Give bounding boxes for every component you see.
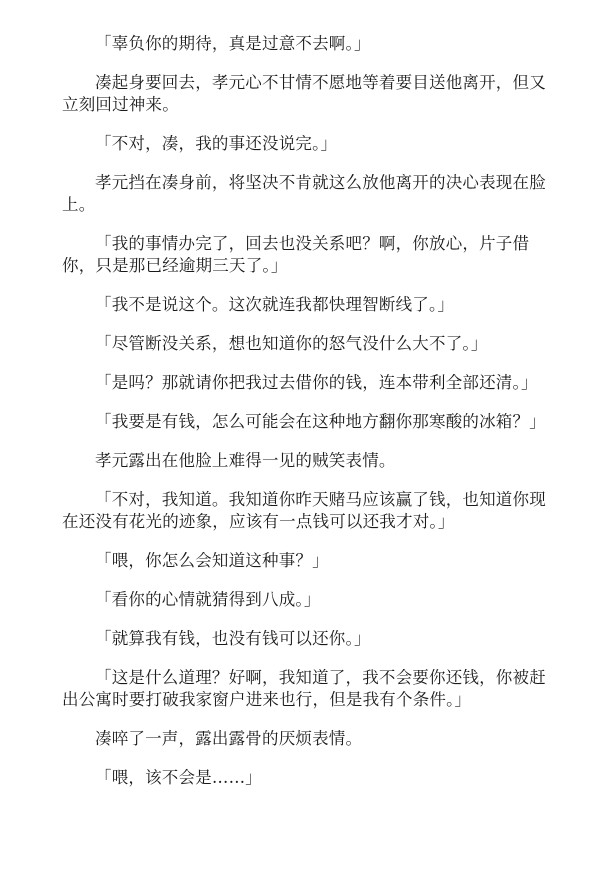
paragraph-13: 「看你的心情就猜得到八成。」 bbox=[95, 590, 321, 609]
novel-text-body bbox=[62, 33, 552, 806]
paragraph-4: 孝元挡在凑身前，将坚决不肯就这么放他离开的决心表现在脸上。 bbox=[62, 173, 546, 214]
paragraph-10: 孝元露出在他脸上难得一见的贼笑表情。 bbox=[95, 451, 396, 470]
paragraph-14: 「就算我有钱，也没有钱可以还你。」 bbox=[95, 629, 371, 648]
paragraph-6: 「我不是说这个。这次就连我都快理智断线了。」 bbox=[95, 295, 455, 314]
paragraph-1: 「辜负你的期待，真是过意不去啊。」 bbox=[95, 34, 371, 53]
paragraph-17: 「喂，该不会是……」 bbox=[95, 768, 262, 787]
paragraph-5: 「我的事情办完了，回去也没关系吧？啊，你放心，片子借你，只是那已经逾期三天了。」 bbox=[62, 234, 530, 275]
paragraph-8: 「是吗？那就请你把我过去借你的钱，连本带利全部还清。」 bbox=[95, 373, 538, 392]
paragraph-12: 「喂，你怎么会知道这种事？」 bbox=[95, 551, 329, 570]
paragraph-7: 「尽管断没关系，想也知道你的怒气没什么大不了。」 bbox=[95, 334, 488, 353]
paragraph-9: 「我要是有钱，怎么可能会在这种地方翻你那寒酸的冰箱？」 bbox=[95, 412, 546, 431]
paragraph-3: 「不对，凑，我的事还没说完。」 bbox=[95, 134, 338, 153]
paragraph-16: 凑啐了一声，露出露骨的厌烦表情。 bbox=[95, 729, 363, 748]
paragraph-11: 「不对，我知道。我知道你昨天赌马应该赢了钱，也知道你现在还没有花光的迹象，应该有一点钱可以还我才对。」 bbox=[62, 490, 546, 531]
paragraph-15: 「这是什么道理？好啊，我知道了，我不会要你还钱，你被赶出公寓时要打破我家窗户进来也行，但是我有个条件。」 bbox=[62, 668, 546, 709]
paragraph-2: 凑起身要回去，孝元心不甘情不愿地等着要目送他离开，但又立刻回过神来。 bbox=[62, 73, 546, 114]
